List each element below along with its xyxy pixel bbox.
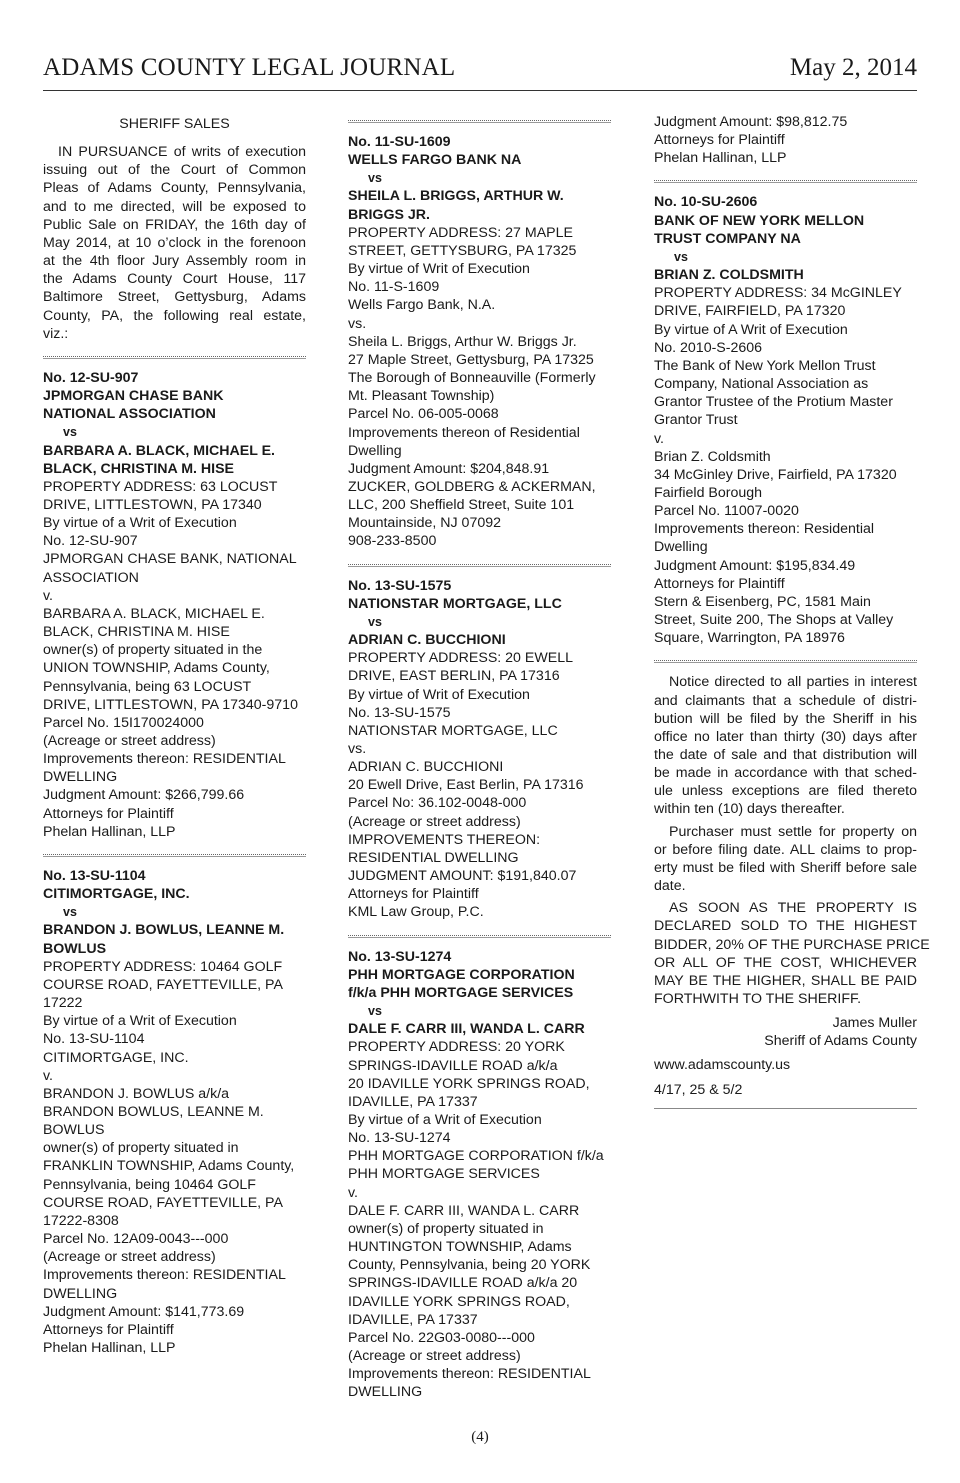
detail-line: PROPERTY ADDRESS: 20 EWELL: [348, 650, 573, 667]
page-number: (4): [471, 1429, 489, 1445]
defendant-line: BLACK, CHRISTINA M. HISE: [43, 460, 235, 477]
detail-line: SPRINGS-IDAVILLE ROAD a/k/a 20: [348, 1275, 578, 1292]
detail-line: owner(s) of property situated in: [348, 1220, 544, 1237]
intro-line: Public Sale on FRIDAY, the 16th day of: [43, 216, 306, 233]
column-1: [43, 113, 306, 1357]
detail-line: CITIMORTGAGE, INC.: [43, 1049, 189, 1066]
detail-line: Parcel No. 15I170024000: [43, 714, 204, 731]
detail-line: (Acreage or street address): [43, 733, 216, 749]
issue-date: May 2, 2014: [789, 54, 917, 81]
detail-line: ZUCKER, GOLDBERG & ACKERMAN,: [348, 478, 596, 495]
notice-line: date.: [654, 878, 686, 895]
detail-line: Parcel No. 06-005-0068: [348, 406, 499, 423]
detail-line: Parcel No. 22G03-0080---000: [348, 1329, 535, 1346]
versus-label: vs: [368, 614, 382, 629]
intro-line: at the 4th floor Jury Assembly room in: [43, 253, 306, 270]
detail-line: RESIDENTIAL DWELLING: [348, 849, 519, 866]
section-divider: [43, 854, 306, 857]
detail-line: No. 12-SU-907: [43, 533, 138, 550]
notice-line: AS SOON AS THE PROPERTY IS: [669, 900, 917, 917]
detail-line: 20 Ewell Drive, East Berlin, PA 17316: [348, 777, 584, 794]
detail-line: Parcel No. 12A09-0043---000: [43, 1231, 229, 1248]
column-3: [654, 113, 930, 1120]
detail-line: Grantor Trust: [654, 412, 738, 429]
plaintiff-line: PHH MORTGAGE CORPORATION: [348, 966, 575, 983]
detail-line: (Acreage or street address): [348, 813, 521, 830]
detail-line: BRANDON BOWLUS, LEANNE M.: [43, 1103, 264, 1120]
detail-line: Phelan Hallinan, LLP: [43, 823, 176, 840]
versus-label: vs: [368, 171, 382, 186]
section-divider: [654, 660, 917, 663]
intro-line: and to me directed, will be exposed to: [43, 198, 306, 215]
detail-line: County, Pennsylvania, being 20 YORK: [348, 1257, 591, 1274]
detail-line: Improvements thereon: Residential: [654, 521, 875, 538]
detail-line: Company, National Association as: [654, 376, 869, 393]
detail-line: Fairfield Borough: [654, 484, 763, 501]
publication-dates: 4/17, 25 & 5/2: [654, 1081, 743, 1098]
case-number: No. 13-SU-1575: [348, 577, 452, 594]
detail-line: KML Law Group, P.C.: [348, 904, 484, 921]
defendant-line: BRANDON J. BOWLUS, LEANNE M.: [43, 922, 285, 939]
notice-line: and claimants that a schedule of distri-: [654, 692, 917, 709]
detail-line: Grantor Trustee of the Protium Master: [654, 394, 893, 411]
detail-line: By virtue of a Writ of Execution: [348, 1111, 542, 1128]
case-13-su-1274: [348, 948, 611, 1402]
section-divider: [348, 935, 611, 938]
section-divider: [348, 564, 611, 567]
detail-line: Parcel No: 36.102-0048-000: [348, 795, 527, 812]
sheriff-title: Sheriff of Adams County: [764, 1033, 917, 1050]
journal-title: ADAMS COUNTY LEGAL JOURNAL: [43, 54, 456, 81]
detail-line: By virtue of Writ of Execution: [348, 686, 530, 703]
detail-line: DRIVE, EAST BERLIN, PA 17316: [348, 668, 560, 685]
detail-line: IDAVILLE YORK SPRINGS ROAD,: [348, 1293, 570, 1310]
notice-line: DECLARED SOLD TO THE HIGHEST: [654, 918, 917, 935]
detail-line: Improvements thereon: RESIDENTIAL: [348, 1366, 591, 1383]
case-number: No. 13-SU-1104: [43, 867, 146, 884]
detail-line: 20 IDAVILLE YORK SPRINGS ROAD,: [348, 1075, 590, 1092]
case-13-su-1575: [348, 577, 611, 922]
detail-line: IMPROVEMENTS THEREON:: [348, 831, 541, 848]
detail-line: Mt. Pleasant Township): [348, 388, 495, 405]
detail-line: ASSOCIATION: [43, 569, 139, 586]
detail-line: PROPERTY ADDRESS: 20 YORK: [348, 1039, 565, 1056]
detail-line: Pennsylvania, being 63 LOCUST: [43, 678, 252, 695]
detail-line: 34 McGinley Drive, Fairfield, PA 17320: [654, 466, 897, 483]
notice-line: Purchaser must settle for property on: [669, 823, 917, 840]
defendant-line: BRIGGS JR.: [348, 206, 430, 223]
detail-line: Dwelling: [348, 442, 402, 459]
detail-line: Dwelling: [654, 539, 708, 556]
detail-line: No. 13-SU-1274: [348, 1130, 451, 1147]
detail-line: PROPERTY ADDRESS: 34 McGINLEY: [654, 285, 902, 302]
detail-line: Improvements thereon of Residential: [348, 424, 580, 441]
detail-line: 17222: [43, 995, 83, 1012]
plaintiff-line: BANK OF NEW YORK MELLON: [654, 212, 865, 229]
notice-line: FORTHWITH TO THE SHERIFF.: [654, 991, 862, 1008]
detail-line: No. 13-SU-1104: [43, 1031, 145, 1048]
detail-line: Judgment Amount: $195,834.49: [654, 557, 856, 574]
detail-line: Brian Z. Coldsmith: [654, 448, 771, 465]
intro-line: issuing out of the Court of Common: [43, 162, 306, 179]
versus-label: vs: [674, 249, 688, 264]
versus-label: vs: [63, 425, 77, 440]
detail-line: By virtue of a Writ of Execution: [43, 515, 237, 532]
detail-line: PROPERTY ADDRESS: 63 LOCUST: [43, 478, 278, 495]
detail-line: Judgment Amount: $266,799.66: [43, 787, 245, 804]
detail-line: STREET, GETTYSBURG, PA 17325: [348, 242, 577, 259]
case-13-su-1104: [43, 867, 306, 1357]
detail-line: The Borough of Bonneauville (Formerly: [348, 370, 596, 387]
detail-line: No. 11-S-1609: [348, 279, 440, 296]
detail-line: v.: [43, 1067, 53, 1084]
case-12-su-907: [43, 369, 306, 841]
detail-line: UNION TOWNSHIP, Adams County,: [43, 660, 270, 677]
section-divider: [43, 356, 306, 359]
detail-line: (Acreage or street address): [43, 1249, 216, 1266]
detail-line: DALE F. CARR III, WANDA L. CARR: [348, 1202, 580, 1219]
plaintiff-line: TRUST COMPANY NA: [654, 230, 801, 247]
detail-line: PHH MORTGAGE SERVICES: [348, 1166, 540, 1183]
intro-paragraph: [43, 143, 306, 343]
sheriff-name: James Muller: [832, 1015, 917, 1032]
versus-label: vs: [368, 1004, 382, 1019]
defendant-line: BRIAN Z. COLDSMITH: [654, 267, 804, 284]
notice-line: office no later than thirty (30) days after: [654, 728, 917, 745]
detail-line: owner(s) of property situated in: [43, 1140, 239, 1157]
detail-line: DRIVE, LITTLESTOWN, PA 17340-9710: [43, 696, 298, 713]
intro-line: Baltimore Street, Gettysburg, Adams: [43, 289, 306, 306]
detail-line: PROPERTY ADDRESS: 10464 GOLF: [43, 958, 283, 975]
detail-line: PROPERTY ADDRESS: 27 MAPLE: [348, 224, 573, 241]
detail-line: Judgment Amount: $141,773.69: [43, 1303, 245, 1320]
closing-divider: [654, 1108, 917, 1110]
detail-line: LLC, 200 Sheffield Street, Suite 101: [348, 497, 575, 514]
intro-line: Pleas of Adams County, Pennsylvania,: [43, 180, 306, 197]
detail-line: FRANKLIN TOWNSHIP, Adams County,: [43, 1158, 295, 1175]
plaintiff-line: CITIMORTGAGE, INC.: [43, 886, 190, 903]
detail-line: DRIVE, LITTLESTOWN, PA 17340: [43, 496, 262, 513]
defendant-line: BARBARA A. BLACK, MICHAEL E.: [43, 442, 275, 459]
detail-line: vs.: [348, 741, 367, 757]
carryover-block: [654, 113, 917, 167]
detail-line: NATIONSTAR MORTGAGE, LLC: [348, 722, 558, 739]
detail-line: Attorneys for Plaintiff: [654, 575, 785, 592]
detail-line: Improvements thereon: RESIDENTIAL: [43, 751, 286, 768]
case-number: No. 10-SU-2606: [654, 194, 758, 211]
plaintiff-line: NATIONSTAR MORTGAGE, LLC: [348, 595, 562, 612]
detail-line: Wells Fargo Bank, N.A.: [348, 297, 496, 314]
detail-line: Stern & Eisenberg, PC, 1581 Main: [654, 593, 871, 610]
detail-line: The Bank of New York Mellon Trust: [654, 357, 876, 374]
detail-line: Improvements thereon: RESIDENTIAL: [43, 1267, 286, 1284]
detail-line: ADRIAN C. BUCCHIONI: [348, 759, 504, 776]
detail-line: v.: [43, 587, 53, 604]
detail-line: BLACK, CHRISTINA M. HISE: [43, 624, 230, 641]
detail-line: Parcel No. 11007-0020: [654, 503, 799, 520]
detail-line: IDAVILLE, PA 17337: [348, 1311, 478, 1328]
plaintiff-line: JPMORGAN CHASE BANK: [43, 388, 224, 405]
intro-line: May 2014, at 10 o’clock in the forenoon: [43, 234, 306, 251]
detail-line: Attorneys for Plaintiff: [43, 1321, 174, 1338]
detail-line: JUDGMENT AMOUNT: $191,840.07: [348, 868, 577, 885]
section-divider: [348, 120, 611, 123]
notice-line: be made in accordance with that sched-: [654, 765, 917, 782]
notice-line: erty must be filed with Sheriff before sale: [654, 859, 917, 876]
case-number: No. 11-SU-1609: [348, 134, 451, 150]
detail-line: Phelan Hallinan, LLP: [43, 1340, 176, 1356]
detail-line: COURSE ROAD, FAYETTEVILLE, PA: [43, 1194, 283, 1211]
intro-line: County, PA, the following real estate,: [43, 307, 306, 324]
website-link[interactable]: www.adamscounty.us: [654, 1056, 791, 1073]
detail-line: No. 2010-S-2606: [654, 339, 763, 356]
detail-line: By virtue of A Writ of Execution: [654, 321, 848, 338]
detail-line: Mountainside, NJ 07092: [348, 515, 502, 532]
detail-line: DRIVE, FAIRFIELD, PA 17320: [654, 303, 846, 320]
detail-line: Sheila L. Briggs, Arthur W. Briggs Jr.: [348, 333, 577, 350]
plaintiff-line: NATIONAL ASSOCIATION: [43, 406, 216, 423]
defendant-line: DALE F. CARR III, WANDA L. CARR: [348, 1021, 585, 1038]
detail-line: BOWLUS: [43, 1122, 105, 1139]
detail-line: owner(s) of property situated in the: [43, 642, 263, 659]
detail-line: HUNTINGTON TOWNSHIP, Adams: [348, 1239, 572, 1256]
detail-line: Street, Suite 200, The Shops at Valley: [654, 612, 894, 629]
detail-line: Attorneys for Plaintiff: [43, 805, 174, 822]
detail-line: JPMORGAN CHASE BANK, NATIONAL: [43, 551, 297, 568]
intro-line: IN PURSUANCE of writs of execution: [58, 144, 306, 161]
detail-line: Pennsylvania, being 10464 GOLF: [43, 1176, 256, 1193]
case-number: No. 12-SU-907: [43, 369, 139, 386]
plaintiff-line: f/k/a PHH MORTGAGE SERVICES: [348, 984, 574, 1001]
purchaser-notice: [654, 823, 917, 896]
defendant-line: SHEILA L. BRIGGS, ARTHUR W.: [348, 188, 564, 205]
detail-line: 27 Maple Street, Gettysburg, PA 17325: [348, 351, 594, 368]
notice-line: bution will be filed by the Sheriff in his: [654, 710, 917, 727]
detail-line: By virtue of a Writ of Execution: [43, 1013, 237, 1030]
notice-line: Notice directed to all parties in interest: [669, 674, 917, 691]
notice-line: the date of sale and that distribution will: [654, 747, 917, 763]
section-divider: [654, 180, 917, 183]
detail-line: Judgment Amount: $98,812.75: [654, 114, 848, 130]
notice-line: within ten (10) days thereafter.: [654, 801, 845, 818]
detail-line: Phelan Hallinan, LLP: [654, 150, 787, 167]
detail-line: BRANDON J. BOWLUS a/k/a: [43, 1085, 230, 1102]
detail-line: DWELLING: [348, 1384, 423, 1401]
section-title: SHERIFF SALES: [119, 116, 230, 132]
detail-line: v.: [654, 430, 664, 447]
detail-line: SPRINGS-IDAVILLE ROAD a/k/a: [348, 1057, 558, 1074]
detail-line: DWELLING: [43, 769, 118, 786]
notice-line: or before filing date. ALL claims to prop-: [654, 841, 917, 858]
detail-line: Judgment Amount: $204,848.91: [348, 460, 550, 477]
detail-line: COURSE ROAD, FAYETTEVILLE, PA: [43, 976, 283, 993]
detail-line: 17222-8308: [43, 1212, 119, 1229]
intro-line: viz.:: [43, 325, 69, 342]
detail-line: By virtue of Writ of Execution: [348, 261, 530, 278]
page-header: [43, 54, 917, 91]
notice-line: BIDDER, 20% OF THE PURCHASE PRICE: [654, 936, 930, 953]
detail-line: Attorneys for Plaintiff: [654, 132, 785, 149]
sold-notice: [654, 899, 930, 1008]
defendant-line: ADRIAN C. BUCCHIONI: [348, 632, 506, 649]
case-number: No. 13-SU-1274: [348, 948, 452, 965]
detail-line: Attorneys for Plaintiff: [348, 886, 479, 903]
detail-line: No. 13-SU-1575: [348, 704, 451, 721]
detail-line: 908-233-8500: [348, 533, 437, 550]
case-10-su-2606: [654, 193, 917, 647]
distribution-notice: [654, 673, 917, 818]
notice-line: ule unless exceptions are filed thereto: [654, 783, 917, 800]
case-11-su-1609: [348, 133, 611, 551]
notice-line: MAY BE THE HIGHER, SHALL BE PAID: [654, 972, 917, 989]
notice-line: OR ALL OF THE COST, WHICHEVER: [654, 954, 917, 971]
detail-line: IDAVILLE, PA 17337: [348, 1093, 478, 1110]
versus-label: vs: [63, 905, 77, 920]
plaintiff-line: WELLS FARGO BANK NA: [348, 152, 522, 169]
defendant-line: BOWLUS: [43, 940, 107, 957]
detail-line: (Acreage or street address): [348, 1348, 521, 1364]
detail-line: PHH MORTGAGE CORPORATION f/k/a: [348, 1148, 604, 1165]
detail-line: vs.: [348, 315, 367, 332]
detail-line: Square, Warrington, PA 18976: [654, 630, 845, 647]
detail-line: v.: [348, 1184, 358, 1201]
column-2: [348, 113, 611, 1401]
detail-line: BARBARA A. BLACK, MICHAEL E.: [43, 605, 265, 622]
detail-line: DWELLING: [43, 1285, 118, 1302]
intro-line: the Adams County Court House, 117: [43, 271, 306, 288]
